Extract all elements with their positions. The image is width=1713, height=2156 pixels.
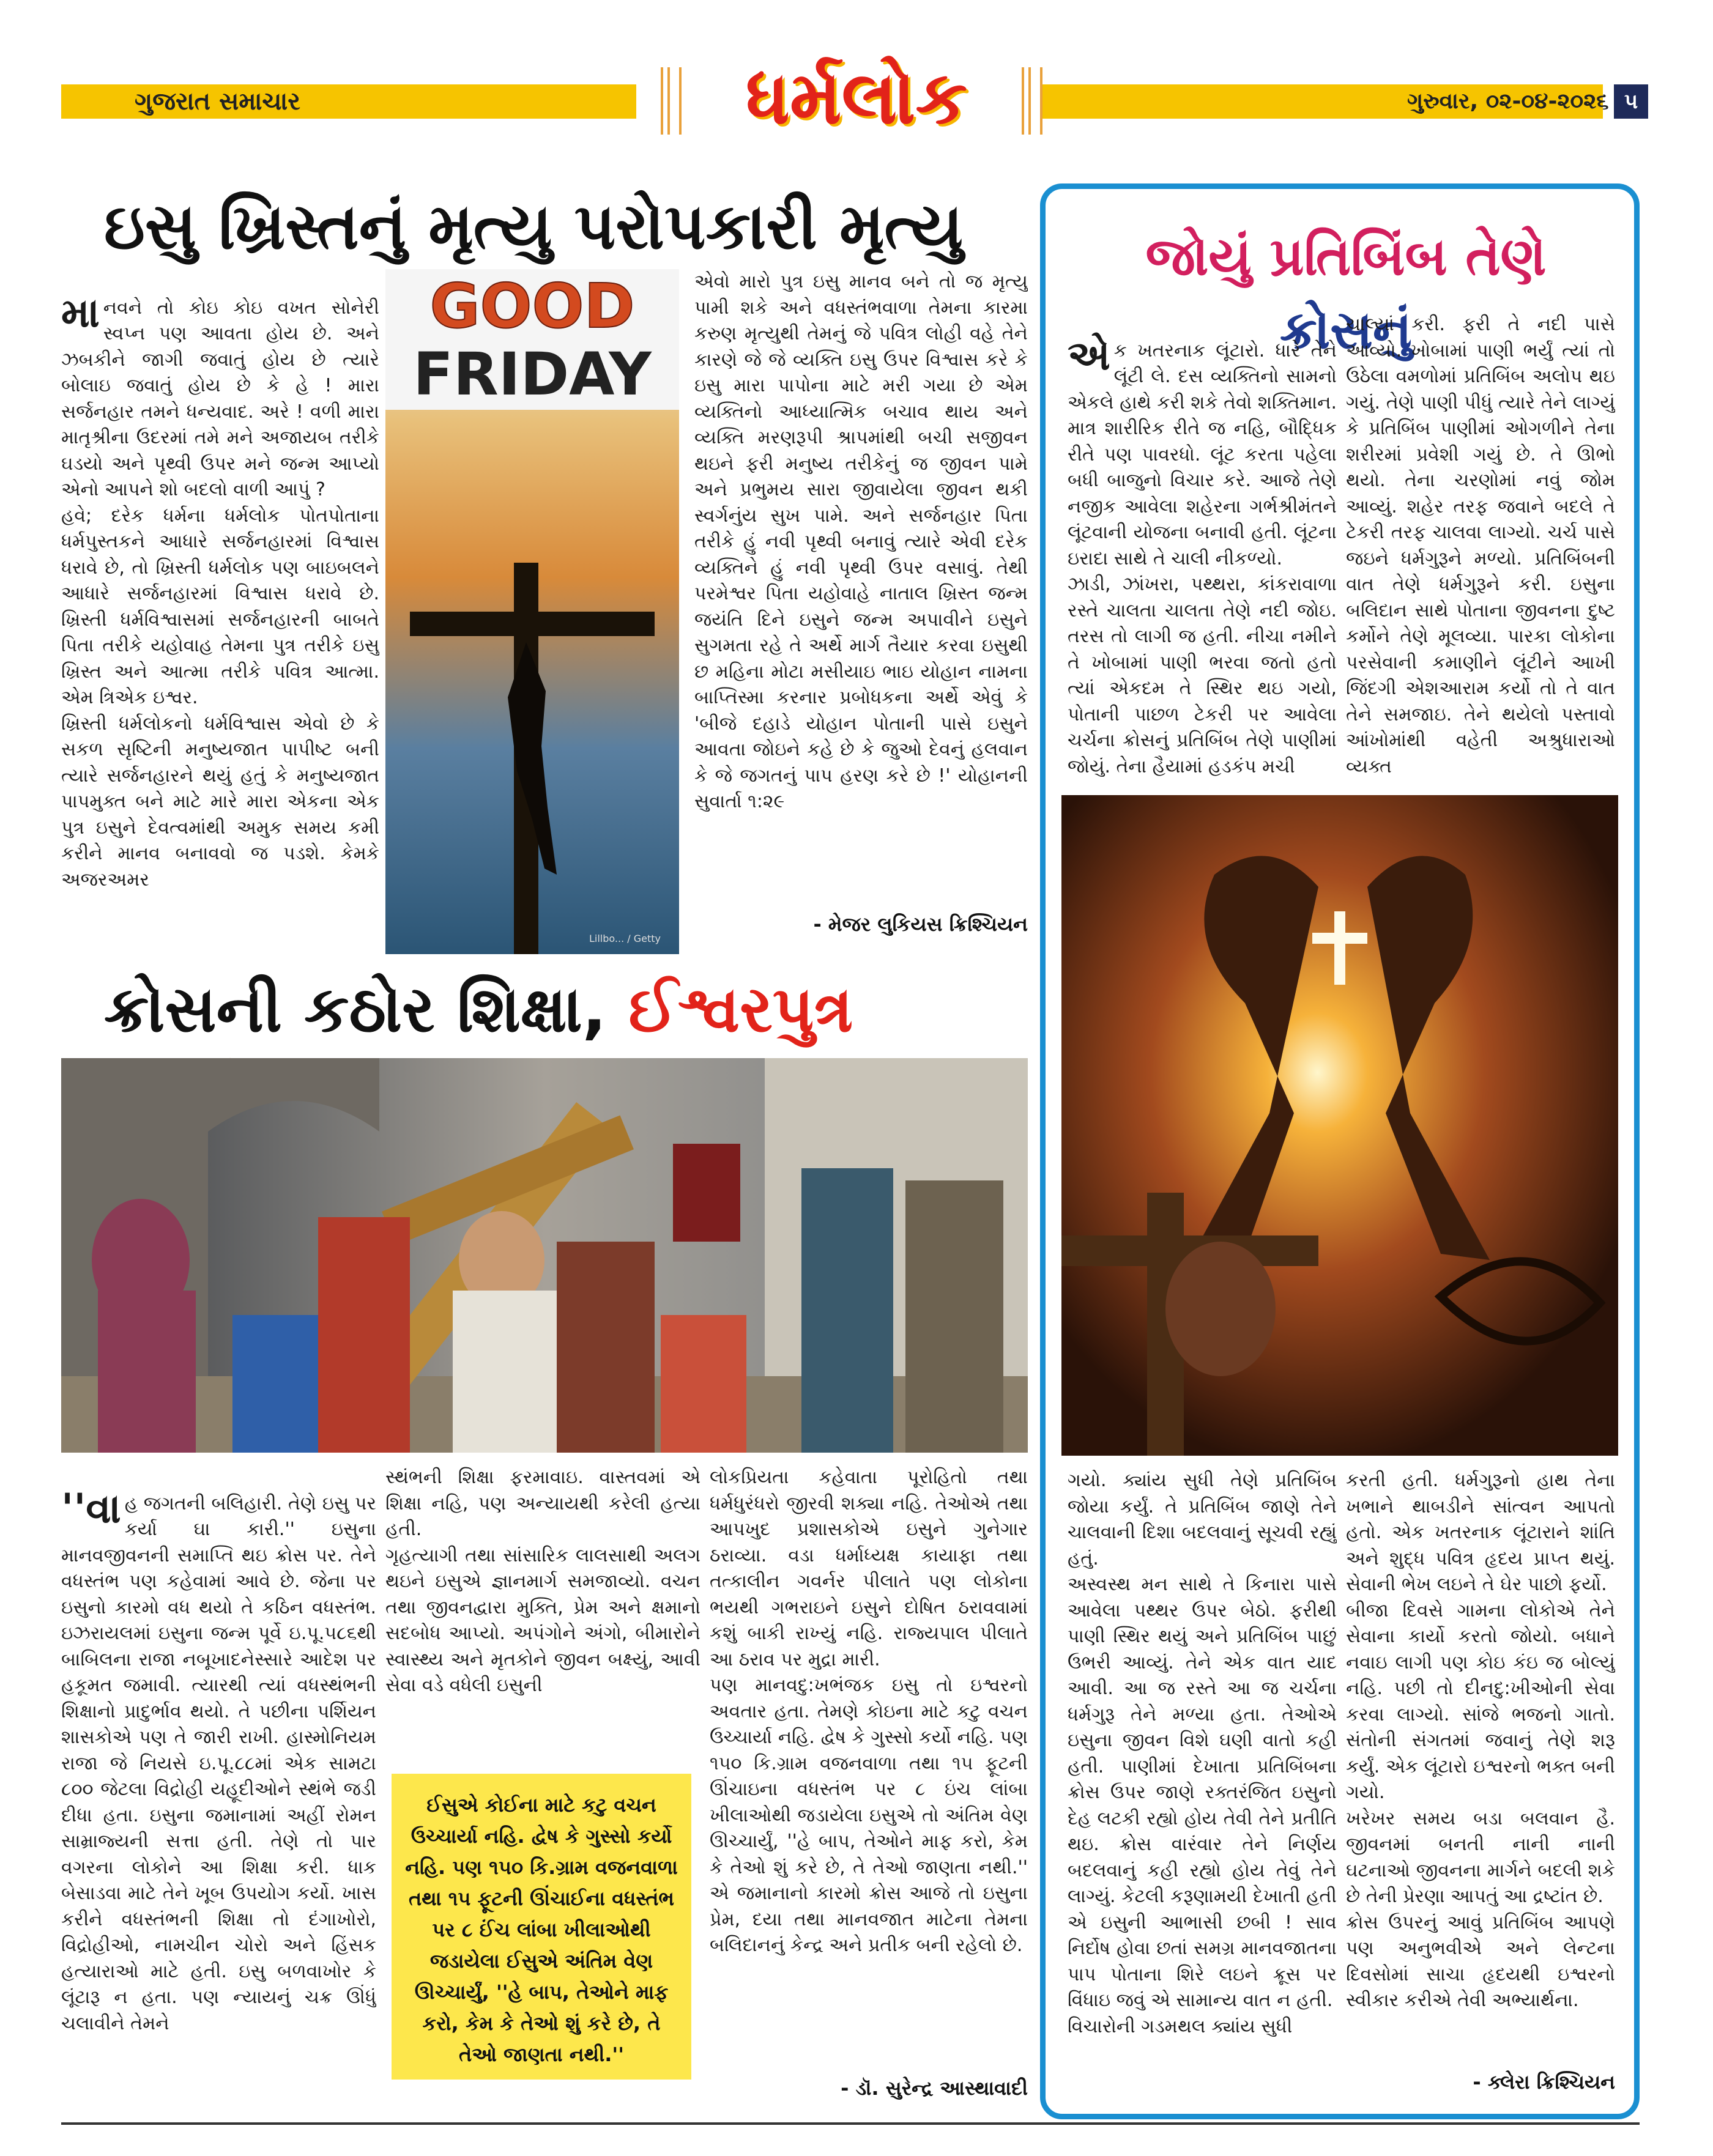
article3-drop-cap: એ xyxy=(1068,332,1110,379)
article1-col1-text: નવને તો કોઇ કોઇ વખત સોનેરી સ્વપ્ન પણ આવતા હોય છે. અને ઝબકીને જાગી જવાતું હોય છે ત્યારે બોલાઇ જવાતું હોય છે કે હે ! મારા સર્જનહાર તમને ધન્યવાદ. અરે ! વળી મારા માતૃશ્રીના ઉદરમાં તમે મને અજાયબ તરીકે ઘડયો અને પૃથ્વી ઉપર મને જન્મ આપ્યો એનો આપને શો બદલો વાળી આપું ? હવે; દરેક ધર્મના ધર્મલોક પોતપોતાના ધર્મપુસ્તકને આધારે સર્જનહારમાં વિશ્વાસ ધરાવે છે, તો ખ્રિસ્તી ધર્મલોક પણ બાઇબલને આધારે સર્જનહારમાં વિશ્વાસ ધરાવે છે. ખ્રિસ્તી ધર્મવિશ્વાસમાં સર્જનહારની બાબતે પિતા તરીકે યહોવાહ તેમના પુત્ર તરીકે ઇસુ ખ્રિસ્ત અને આત્મા તરીકે પવિત્ર આત્મા. એમ ત્રિએક ઇશ્વર. ખ્રિસ્તી ધર્મલોકનો ધર્મવિશ્વાસ એવો છે કે સકળ સૃષ્ટિની મનુષ્યજાત પાપીષ્ટ બની ત્યારે સર્જનહારને થયું હતું કે મનુષ્યજાત પાપમુક્ત બને માટે મારે મારા એકના એક પુત્ર ઇસુને દેવત્વમાંથી અમુક સમય કમી કરીને માનવ બનાવવો જ પડશે. કેમકે અજરઅમર xyxy=(61,297,379,891)
article2-headline-part2: ઈશ્વરપુત્ર xyxy=(628,972,853,1047)
article1-column-2: એવો મારો પુત્ર ઇસુ માનવ બને તો જ મૃત્યુ પામી શકે અને વધસ્તંભવાળા તેમના કારમા કરુણ મૃત્યુથી તેમનું જે પવિત્ર લોહી વહે તેને કારણે જે જે વ્યક્તિ ઇસુ ઉપર વિશ્વાસ કરે કે ઇસુ મારા પાપોના માટે મરી ગયા છે એમ વ્યક્તિનો આધ્યાત્મિક બચાવ થાય અને વ્યક્તિ મરણરૂપી શ્રાપમાંથી બચી સજીવન થઇને ફરી મનુષ્ય તરીકેનું જ જીવન પામે અને પ્રભુમય સારા જીવાયેલા જીવન થકી સ્વર્ગનુંય સુખ પામે. અને સર્જનહાર પિતા તરીકે હું નવી પૃથ્વી બનાવું ત્યારે એવી દરેક વ્યક્તિને હું નવી પૃથ્વી ઉપર વસાવું. તેથી પરમેશ્વર પિતા યહોવાહે નાતાલ ખ્રિસ્ત જન્મ જયંતિ દિને ઇસુને જન્મ અપાવીને ઇસુને સુગમતા રહે તે અર્થે માર્ગ તૈયાર કરવા ઇસુથી છ મહિના મોટા મસીયાઇ ભાઇ યોહાન નામના બાપ્તિસ્મા કરનાર પ્રબોધકના અર્થે એવું કે 'બીજે દહાડે યોહાન પોતાની પાસે ઇસુને આવતા જોઇને કહે છે કે જુઓ દેવનું હલવાન કે જે જગતનું પાપ હરણ કરે છે !' યોહાનની સુવાર્તા ૧:૨૯ xyxy=(694,271,1028,812)
article3-column-2: ચાલ્યાં કરી. ફરી તે નદી પાસે આવ્યો. ખોબામાં પાણી ભર્યું ત્યાં તો ઉઠેલા વમળોમાં પ્રતિબિંબ અલોપ થઇ ગયું. તેણે પાણી પીધું ત્યારે તેને લાગ્યું કે પ્રતિબિંબ પાણીમાં ઓગળીને તેના શરીરમાં પ્રવેશી ગયું છે. તે ઊભો થયો. તેના ચરણોમાં નવું જોમ આવ્યું. શહેર તરફ જવાને બદલે તે ટેકરી તરફ ચાલવા લાગ્યો. ચર્ચ પાસે જઇને ધર્મગુરૂને મળ્યો. પ્રતિબિંબની વાત તેણે ધર્મગુરૂને કરી. ઇસુના બલિદાન સાથે પોતાના જીવનના દુષ્ટ કર્મોને તેણે મૂલવ્યા. પારકા લોકોના પરસેવાની કમાણીને લૂંટીને આખી જિંદગી એશઆરામ કર્યો તો તે વાત તેને સમજાઇ. તેને થયેલો પસ્તાવો આંખોમાંથી વહેતી અશ્રુધારાઓ વ્યક્ત xyxy=(1346,314,1615,777)
jesus-carrying-cross-painting xyxy=(61,1058,1028,1453)
crucifix-sunset-image xyxy=(385,269,679,954)
article1-drop-cap: મા xyxy=(61,289,100,336)
article1-byline: - મેજર લુકિયસ ક્રિશ્ચિયન xyxy=(813,913,1028,936)
article3-column-3: ગયો. ક્યાંય સુધી તેણે પ્રતિબિંબ જોયા કર્યું. તે પ્રતિબિંબ જાણે તેને ચાલવાની દિશા બદલવાનું સૂચવી રહ્યું હતું. અસ્વસ્થ મન સાથે તે કિનારા પાસે આવેલા પથ્થર ઉપર બેઠો. ફરીથી પાણી સ્થિર થયું અને પ્રતિબિંબ પાછું ઉભરી આવ્યું. તેને એક વાત યાદ આવી. આ જ રસ્તે આ જ ચર્ચના ધર્મગુરૂ તેને મળ્યા હતા. તેઓએ ઇસુના જીવન વિશે ઘણી વાતો કહી હતી. પાણીમાં દેખાતા પ્રતિબિંબના ક્રોસ ઉપર જાણે રક્તરંજિત ઇસુનો દેહ લટકી રહ્યો હોય તેવી તેને પ્રતીતિ થઇ. ક્રોસ વારંવાર તેને નિર્ણય બદલવાનું કહી રહ્યો હોય તેવું તેને લાગ્યું. કેટલી કરૂણામયી દેખાતી હતી એ ઇસુની આભાસી છબી ! સાવ નિર્દોષ હોવા છતાં સમગ્ર માનવજાતના પાપ પોતાના શિરે લઇને ક્રૂસ પર વિંધાઇ જવું એ સામાન્ય વાત ન હતી. વિચારોની ગડમથલ ક્યાંય સુધી xyxy=(1068,1470,1337,2037)
header-ornament-right xyxy=(1022,67,1042,135)
article2-column-1 xyxy=(61,1465,376,2113)
photo-credit: Lillbo... / Getty xyxy=(589,933,661,944)
painting-image xyxy=(61,1058,1028,1453)
article3-column-1 xyxy=(1068,312,1337,783)
issue-date: ગુરુવાર, ૦૨-૦૪-૨૦૨૬ xyxy=(1407,89,1609,114)
page-bottom-rule xyxy=(61,2122,1640,2125)
friday-text: FRIDAY xyxy=(413,340,652,409)
hands-cross-photo xyxy=(1061,795,1618,1456)
newspaper-name: ગુજરાત સમાચાર xyxy=(135,87,300,116)
article2-headline-part1: ક્રોસની કઠોર શિક્ષા, xyxy=(104,972,607,1047)
article2-col1-text: હ જગતની બલિહારી. તેણે ઇસુ પર કર્યા ઘા કારી.'' ઇસુના માનવજીવનની સમાપ્તિ થઇ ક્રોસ પર. તેને વધસ્તંભ પણ કહેવામાં આવે છે. જેના પર ઇસુનો કારમો વધ થયો તે કઠિન વધસ્તંભ. ઇઝરાયલમાં ઇસુના જન્મ પૂર્વે ઇ.પૂ.૫૮૬થી બાબિલના રાજા નબૂખાદનેસ્સારે આદેશ પર હકૂમત જમાવી. ત્યારથી ત્યાં વધસ્થંભની શિક્ષાનો પ્રાદુર્ભાવ થયો. તે પછીના પર્શિયન શાસકોએ પણ તે જારી રાખી. હાસ્મોનિયમ રાજા જે નિયસે ઇ.પૂ.૮૮માં એક સામટા ૮૦૦ જેટલા વિદ્રોહી યહૂદીઓને સ્થંભે જડી દીધા હતા. ઇસુના જમાનામાં અહીં રોમન સામ્રાજ્યની સત્તા હતી. તેણે તો પાર વગરના લોકોને આ શિક્ષા કરી. ધાક બેસાડવા માટે તેને ખૂબ ઉપયોગ કર્યો. ખાસ કરીને વધસ્તંભની શિક્ષા તો દંગાખોરો, વિદ્રોહીઓ, નામચીન ચોરો અને હિંસક હત્યારાઓ માટે હતી. ઇસુ બળવાખોર કે લૂંટારૂ ન હતા. પણ ન્યાયનું ચક્ર ઊંધું ચલાવીને તેમને xyxy=(61,1492,376,2034)
article1-headline: ઇસુ ખ્રિસ્તનું મૃત્યુ પરોપકારી મૃત્યુ xyxy=(104,189,964,264)
article2-drop-cap: ''વા xyxy=(61,1484,121,1532)
header-ornament-left xyxy=(661,67,682,135)
section-logo: ધર્મલોક xyxy=(745,54,968,141)
article2-column-2: સ્થંભની શિક્ષા ફરમાવાઇ. વાસ્તવમાં એ શિક્ષા નહિ, પણ અન્યાયથી કરેલી હત્યા હતી. ગૃહત્યાગી તથા સાંસારિક લાલસાથી અલગ થઇને ઇસુએ જ્ઞાનમાર્ગ સમજાવ્યો. વચન તથા જીવનદ્વારા મુક્તિ, પ્રેમ અને ક્ષમાનો સદબોધ આપ્યો. અપંગોને અંગો, બીમારોને સ્વાસ્થ્ય અને મૃતકોને જીવન બક્ષ્યું, આવી સેવા વડે વધેલી ઇસુની xyxy=(385,1467,700,1696)
article2-byline: - ડૉ. સુરેન્દ્ર આસ્થાવાદી xyxy=(841,2076,1028,2100)
page-number: ૫ xyxy=(1614,84,1648,119)
article3-headline-part1: જોયું પ્રતિબિંબ તેણે xyxy=(1145,226,1547,287)
article3-headline-part2: ક્રોસનું xyxy=(1280,300,1412,361)
good-text: GOOD xyxy=(429,270,635,342)
article2-column-3: લોકપ્રિયતા કહેવાતા પૂરોહિતો તથા ધર્મધુરંધરો જીરવી શક્યા નહિ. તેઓએ તથા આપખુદ પ્રશાસકોએ ઇસુને ગુનેગાર ઠરાવ્યા. વડા ધર્માધ્યક્ષ કાયાફા તથા તત્કાલીન ગવર્નર પીલાતે પણ લોકોના ભયથી ગભરાઇને ઇસુને દોષિત ઠરાવવામાં કશું બાકી રાખ્યું નહિ. રાજ્યપાલ પીલાતે આ ઠરાવ પર મુદ્રા મારી. પણ માનવદુ:ખભંજક ઇસુ તો ઇશ્વરનો અવતાર હતા. તેમણે કોઇના માટે કટુ વચન ઉચ્ચાર્યા નહિ. દ્વેષ કે ગુસ્સો કર્યો નહિ. પણ ૧૫૦ કિ.ગ્રામ વજનવાળા તથા ૧૫ ફૂટની ઊંચાઇના વધસ્તંભ પર ૮ ઇંચ લાંબા ખીલાઓથી જડાયેલા ઇસુએ તો અંતિમ વેણ ઊચ્ચાર્યું, ''હે બાપ, તેઓને માફ કરો, કેમ કે તેઓ શું કરે છે, તે તેઓ જાણતા નથી.'' એ જમાનાનો કારમો ક્રોસ આજે તો ઇસુના પ્રેમ, દયા તથા માનવજાત માટેના તેમના બલિદાનનું કેન્દ્ર અને પ્રતીક બની રહેલો છે. xyxy=(710,1467,1028,1956)
good-friday-photo xyxy=(385,269,679,954)
article3-byline: - ક્લેરા ક્રિશ્ચિયન xyxy=(1473,2070,1615,2094)
article2-pull-quote: ઈસુએ કોઈના માટે કટુ વચન ઉચ્ચાર્યા નહિ. દ્વેષ કે ગુસ્સો કર્યો નહિ. પણ ૧૫૦ કિ.ગ્રામ વજનવાળા તથા ૧૫ ફૂટની ઊંચાઈના વધસ્તંભ પર ૮ ઈંચ લાંબા ખીલાઓથી જડાયેલા ઈસુએ અંતિમ વેણ ઊચ્ચાર્યું, ''હે બાપ, તેઓને માફ કરો, કેમ કે તેઓ શું કરે છે, તે તેઓ જાણતા નથી.'' xyxy=(392,1774,691,2080)
article1-column-1 xyxy=(61,269,379,948)
hands-crown-of-thorns-image xyxy=(1061,795,1618,1456)
article3-column-4: કરતી હતી. ધર્મગુરૂનો હાથ તેના ખભાને થાબડીને સાંત્વન આપતો હતો. એક ખતરનાક લૂંટારાને શાંતિ અને શુદ્ધ પવિત્ર હૃદય પ્રાપ્ત થયું. સેવાની ભેખ લઇને તે ઘેર પાછો ફર્યો. બીજા દિવસે ગામના લોકોએ તેને સેવાના કાર્યો કરતો જોયો. બધાને નવાઇ લાગી પણ કોઇ કંઇ જ બોલ્યું નહિ. પછી તો દીનદુ:ખીઓની સેવા કરવા લાગ્યો. સાંજે ભજનો ગાતો. સંતોની સંગતમાં જવાનું તેણે શરૂ કર્યું. એક લૂંટારો ઇશ્વરનો ભક્ત બની ગયો. ખરેખર સમય બડા બલવાન હૈ. જીવનમાં બનતી નાની નાની ઘટનાઓ જીવનના માર્ગને બદલી શકે છે તેની પ્રેરણા આપતું આ દ્રષ્ટાંત છે. ક્રોસ ઉપરનું આવું પ્રતિબિંબ આપણે પણ અનુભવીએ અને લેન્ટના દિવસોમાં સાચા હૃદયથી ઇશ્વરનો સ્વીકાર કરીએ તેવી અભ્યાર્થના. xyxy=(1346,1470,1615,2011)
article3-col1-text: ક ખતરનાક લૂંટારો. ધારે તેને લૂંટી લે. દસ વ્યક્તિનો સામનો એકલે હાથે કરી શકે તેવો શક્તિમાન. માત્ર શારીરિક રીતે જ નહિ, બૌદ્ધિક રીતે પણ પાવરધો. લૂંટ કરતા પહેલા બધી બાજુનો વિચાર કરે. આજે તેણે નજીક આવેલા શહેરના ગર્ભશ્રીમંતને લૂંટવાની યોજના બનાવી હતી. લૂંટના ઇરાદા સાથે તે ચાલી નીકળ્યો. ઝાડી, ઝાંખરા, પથ્થરા, કાંકરાવાળા રસ્તે ચાલતા ચાલતા તેણે નદી જોઇ. તરસ તો લાગી જ હતી. નીચા નમીને તે ખોબામાં પાણી ભરવા જતો હતો ત્યાં એકદમ તે સ્થિર થઇ ગયો, પોતાની પાછળ ટેકરી પર આવેલા ચર્ચના ક્રોસનું પ્રતિબિંબ તેણે પાણીમાં જોયું. તેના હૈયામાં હડકંપ મચી xyxy=(1068,339,1337,777)
